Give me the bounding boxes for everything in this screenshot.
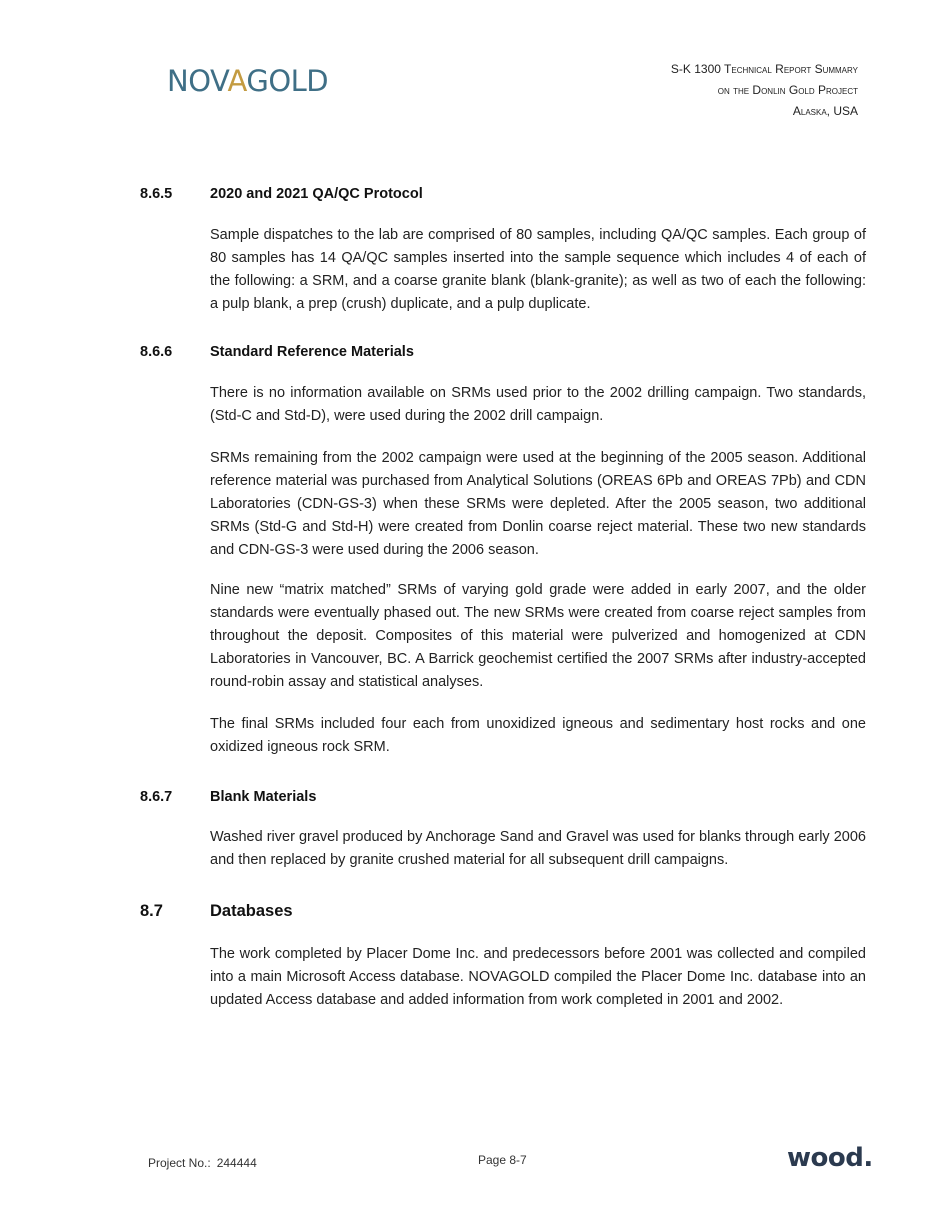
header-line-1: S-K 1300 Technical Report Summary — [670, 62, 858, 76]
paragraph: The work completed by Placer Dome Inc. and predecessors before 2001 was collected and compiled into a main Microsoft Access database. NOVAGOLD compiled the Placer Dome Inc. database into an updated Access database and added information from work completed in 2001 and 2002. — [210, 946, 866, 1008]
paragraph: Washed river gravel produced by Anchorage Sand and Gravel was used for blanks through early 2006 and then replaced by granite crushed material for all subsequent drill campaigns. — [210, 829, 866, 868]
paragraph: SRMs remaining from the 2002 campaign were used at the beginning of the 2005 season. Additional reference material was purchased from Analytical Solutions (OREAS 6Pb and OREAS 7Pb) and CDN Laboratories (CDN-GS-3) when these SRMs were depleted. After the 2005 season, two additional SRMs (Std-G and Std-H) were created from Donlin coarse reject material. These two new standards and CDN-GS-3 were used during the 2006 season. — [210, 450, 866, 558]
novagold-logo: NOVAGOLD — [167, 64, 329, 98]
section-number: 8.6.7 — [140, 789, 173, 805]
report-header — [671, 59, 858, 122]
paragraph: Nine new “matrix matched” SRMs of varying gold grade were added in early 2007, and the older standards were eventually phased out. The new SRMs were created from coarse reject samples from throughout the deposit. Composites of this material were pulverized and homogenized at CDN Laboratories in Vancouver, BC. A Barrick geochemist certified the 2007 SRMs after industry-accepted round-robin assay and statistical analyses. — [210, 582, 866, 690]
paragraph: The final SRMs included four each from unoxidized igneous and sedimentary host rocks and one oxidized igneous rock SRM. — [210, 716, 866, 755]
section-number: 8.6.6 — [140, 344, 173, 360]
wood-logo: wood. — [787, 1143, 873, 1173]
paragraph: There is no information available on SRMs used prior to the 2002 drilling campaign. Two standards, (Std-C and Std-D), were used during the 2002 drill campaign. — [210, 385, 866, 424]
section-title: Databases — [210, 902, 293, 920]
section-number: 8.6.5 — [140, 186, 173, 202]
section-title: Standard Reference Materials — [210, 344, 414, 360]
header-line-2: on the Donlin Gold Project — [717, 83, 858, 97]
paragraph: Sample dispatches to the lab are comprised of 80 samples, including QA/QC samples. Each group of 80 samples has 14 QA/QC samples inserted into the sample sequence which includes 4 of each of the following: a SRM, and a coarse granite blank (blank-granite); as well as two of each the following: a pulp blank, a prep (crush) duplicate, and a pulp duplicate. — [210, 227, 866, 312]
section-title: 2020 and 2021 QA/QC Protocol — [210, 186, 423, 202]
section-number: 8.7 — [140, 902, 163, 920]
project-number: Project No.: 244444 — [148, 1156, 257, 1170]
page-number: Page 8-7 — [478, 1153, 527, 1167]
header-line-3: Alaska, USA — [792, 104, 858, 118]
section-title: Blank Materials — [210, 789, 317, 805]
